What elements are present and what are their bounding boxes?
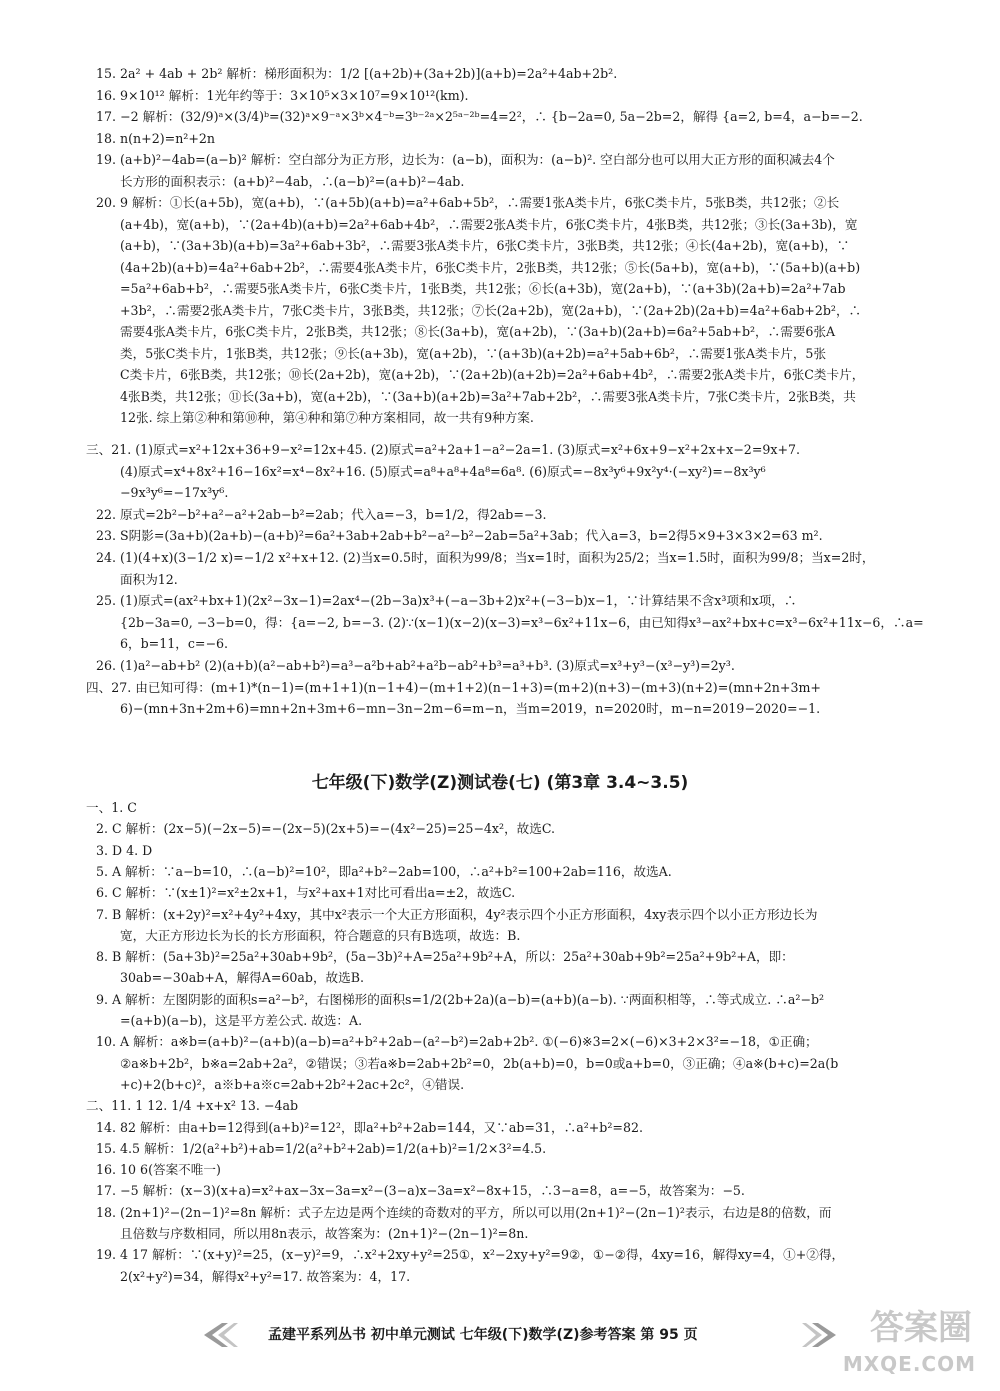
answer-line: 18. n(n+2)=n²+2n — [96, 130, 216, 146]
answer-line: 17. −2 解析：(32/9)ᵃ×(3/4)ᵇ=(32)ᵃ×9⁻ᵃ×3ᵇ×4⁻ᵇ=3ᵇ⁻²ᵃ×2⁵ᵃ⁻²ᵇ=4=2²，∴ {b−2a=0, 5a−2b=2，解得 {a=2, b=4，a−b=−2. — [96, 109, 863, 124]
watermark-url: MXQE.COM — [842, 1352, 976, 1376]
answer-line: 17. −5 解析：(x−3)(x+a)=x²+ax−3x−3a=x²−(3−a)x−3a=x²−8x+15，∴3−a=8，a=−5，故答案为：−5. — [96, 1183, 745, 1199]
answer-line: (4)原式=x⁴+8x²+16−16x²=x⁴−8x²+16. (5)原式=a⁸+a⁸+4a⁸=6a⁸. (6)原式=−8x³y⁶+9x²y⁴·(−xy²)=−8x³y⁶ — [120, 463, 766, 479]
answer-line: 30ab=−30ab+A，解得A=60ab，故选B. — [120, 970, 365, 986]
answer-line: 四、27. 由已知可得：(m+1)*(n−1)=(m+1+1)(n−1+4)−(m+1+2)(n−1+3)=(m+2)(n+3)−(m+3)(n+2)=(mn+2n+3m+ — [86, 679, 821, 695]
watermark-text: 答案圈 — [870, 1308, 972, 1348]
answer-line: 长方形的面积表示：(a+b)²−4ab，∴(a−b)²=(a+b)²−4ab. — [120, 173, 465, 189]
answer-line: 18. (2n+1)²−(2n−1)²=8n 解析：式子左边是两个连续的奇数对的平方，所以可以用(2n+1)²−(2n−1)²表示，右边是8的倍数，而 — [96, 1204, 832, 1220]
answer-line: 且倍数与序数相同，所以用8n表示，故答案为：(2n+1)²−(2n−1)²=8n. — [120, 1226, 529, 1241]
answer-line: 3. D 4. D — [96, 842, 153, 858]
answer-line: 一、1. C — [86, 800, 137, 815]
section-title: 七年级(下)数学(Z)测试卷(七) (第3章 3.4~3.5) — [311, 773, 689, 793]
answer-line: (a+4b)，宽(a+b)，∵(2a+4b)(a+b)=2a²+6ab+4b²，∴需要2张A类卡片，6张C类卡片，4张B类，共12张；③长(3a+3b)，宽 — [120, 216, 858, 232]
answer-line: 15. 4.5 解析：1/2(a²+b²)+ab=1/2(a²+b²+2ab)=1/2(a+b)²=1/2×3²=4.5. — [96, 1140, 547, 1156]
answer-line: −9x³y⁶=−17x³y⁶. — [120, 485, 229, 501]
footer-text: 孟建平系列丛书 初中单元测试 七年级(下)数学(Z)参考答案 第 95 页 — [268, 1327, 698, 1343]
answer-line: 2(x²+y²)=34，解得x²+y²=17. 故答案为：4，17. — [120, 1268, 411, 1284]
answer-line: 24. (1)(4+x)(3−1/2 x)=−1/2 x²+x+12. (2)当x=0.5时，面积为99/8；当x=1时，面积为25/2；当x=1.5时，面积为99/8；当x=2时， — [96, 550, 875, 565]
answer-line: =5a²+6ab+b²，∴需要5张A类卡片，6张C类卡片，1张B类，共12张；⑥长(a+3b)，宽(2a+b)，∵(a+3b)(2a+b)=2a²+7ab — [120, 281, 846, 296]
answer-line: 6)−(mn+3n+2m+6)=mn+2n+3m+6−mn−3n−2m−6=m−n，当m=2019，n=2020时，m−n=2019−2020=−1. — [120, 701, 821, 717]
answer-line: 16. 9×10¹² 解析：1光年约等于：3×10⁵×3×10⁷=9×10¹²(km). — [96, 87, 469, 103]
answer-line: 20. 9 解析：①长(a+5b)，宽(a+b)，∵(a+5b)(a+b)=a²+6ab+5b²，∴需要1张A类卡片，6张C类卡片，5张B类，共12张；②长 — [96, 195, 840, 210]
answer-line: 25. (1)原式=(ax²+bx+1)(2x²−3x−1)=2ax⁴−(2b−3a)x³+(−a−3b+2)x²+(−3−b)x−1，∵计算结果不含x³项和x项，∴ — [96, 593, 797, 609]
answer-line: =(a+b)(a−b)，这是平方差公式. 故选：A. — [120, 1013, 363, 1028]
answer-line: 2. C 解析：(2x−5)(−2x−5)=−(2x−5)(2x+5)=−(4x²−25)=25−4x²，故选C. — [96, 821, 556, 837]
answer-line: 8. B 解析：(5a+3b)²=25a²+30ab+9b²，(5a−3b)²+A=25a²+9b²+A，所以：25a²+30ab+9b²=25a²+9b²+A，即： — [96, 949, 794, 965]
answer-line: 6. C 解析：∵(x±1)²=x²±2x+1，与x²+ax+1对比可看出a=±2，故选C. — [96, 885, 516, 901]
answer-line: +3b²，∴需要2张A类卡片，7张C类卡片，3张B类，共12张；⑦长(2a+2b)，宽(2a+b)，∵(2a+2b)(2a+b)=4a²+6ab+2b²，∴ — [120, 302, 862, 318]
answer-line: ②a※b+2b²，b※a=2ab+2a²，②错误；③若a※b=2ab+2b²=0，2b(a+b)=0，b=0或a+b=0，③正确；④a※(b+c)=2a(b — [120, 1055, 839, 1071]
answer-line: 22. 原式=2b²−b²+a²−a²+2ab−b²=2ab；代入a=−3，b=1/2，得2ab=−3. — [96, 506, 547, 522]
answer-line: 9. A 解析：左图阴影的面积s=a²−b²，右图梯形的面积s=1/2(2b+2a)(a−b)=(a+b)(a−b). ∵两面积相等，∴等式成立. ∴a²−b² — [96, 991, 825, 1007]
answer-line: {2b−3a=0, −3−b=0，得：{a=−2, b=−3. (2)∵(x−1)(x−2)(x−3)=x³−6x²+11x−6，由已知得x³−ax²+bx+c=x³−6x²+11x−6，∴a= — [120, 614, 924, 630]
answer-line: 12张. 综上第②种和第⑩种，第④种和第⑦种方案相同，故一共有9种方案. — [120, 410, 534, 425]
answer-line: 7. B 解析：(x+2y)²=x²+4y²+4xy，其中x²表示一个大正方形面积，4y²表示四个小正方形面积，4xy表示四个以小正方形边长为 — [96, 906, 818, 922]
answer-line: (a+b)，∵(3a+3b)(a+b)=3a²+6ab+3b²，∴需要3张A类卡片，6张C类卡片，3张B类，共12张；④长(4a+2b)，宽(a+b)，∵ — [120, 238, 850, 253]
answer-line: 19. (a+b)²−4ab=(a−b)² 解析：空白部分为正方形，边长为：(a−b)，面积为：(a−b)². 空白部分也可以用大正方形的面积减去4个 — [96, 152, 835, 167]
answer-line: 23. S阴影=(3a+b)(2a+b)−(a+b)²=6a²+3ab+2ab+b²−a²−b²−2ab=5a²+3ab；代入a=3，b=2得5×9+3×3×2=63 m². — [96, 528, 823, 544]
answer-line: (4a+2b)(a+b)=4a²+6ab+2b²，∴需要4张A类卡片，6张C类卡片，2张B类，共12张；⑤长(5a+b)，宽(a+b)，∵(5a+b)(a+b) — [120, 259, 861, 275]
answer-line: 5. A 解析：∵a−b=10，∴(a−b)²=10²，即a²+b²−2ab=100，∴a²+b²=100+2ab=116，故选A. — [96, 863, 672, 879]
answer-line: 14. 82 解析：由a+b=12得到(a+b)²=12²，即a²+b²+2ab=144，又∵ab=31，∴a²+b²=82. — [96, 1119, 643, 1135]
answer-line: 类，5张C类卡片，1张B类，共12张；⑨长(a+3b)，宽(a+2b)，∵(a+3b)(a+2b)=a²+5ab+6b²，∴需要1张A类卡片，5张 — [120, 345, 827, 361]
answer-line: 16. 10 6(答案不唯一) — [96, 1162, 221, 1178]
answer-line: 15. 2a² + 4ab + 2b² 解析：梯形面积为：1/2 [(a+2b)+(3a+2b)](a+b)=2a²+4ab+2b². — [96, 66, 618, 81]
answer-line: 二、11. 1 12. 1/4 +x+x² 13. −4ab — [86, 1098, 299, 1114]
watermark-logo — [812, 1300, 982, 1380]
answer-line: 10. A 解析：a※b=(a+b)²−(a+b)(a−b)=a²+b²+2ab−(a²−b²)=2ab+2b². ①(−6)※3=2×(−6)×3+2×3²=−18，①正确； — [96, 1034, 818, 1050]
answer-line: 4张B类，共12张；⑪长(3a+b)，宽(a+2b)，∵(3a+b)(a+2b)=3a²+7ab+2b²，∴需要3张A类卡片，7张C类卡片，2张B类，共 — [120, 388, 856, 404]
answer-line: 宽，大正方形边长为长的长方形面积，符合题意的只有B选项，故选：B. — [120, 927, 521, 943]
answer-line: 需要4张A类卡片，6张C类卡片，2张B类，共12张；⑧长(3a+b)，宽(a+2b)，∵(3a+b)(2a+b)=6a²+5ab+b²，∴需要6张A — [120, 324, 836, 339]
chevron-left-icon — [200, 1322, 240, 1348]
answer-line: C类卡片，6张B类，共12张；⑩长(2a+2b)，宽(a+2b)，∵(2a+2b)(a+2b)=2a²+6ab+4b²，∴需要2张A类卡片，6张C类卡片， — [120, 367, 865, 382]
answer-line: 19. 4 17 解析：∵(x+y)²=25，(x−y)²=9，∴x²+2xy+y²=25①，x²−2xy+y²=9②，①−②得，4xy=16，解得xy=4，①+②得， — [96, 1247, 845, 1263]
answer-line: 26. (1)a²−ab+b² (2)(a+b)(a²−ab+b²)=a³−a²b+ab²+a²b−ab²+b³=a³+b³. (3)原式=x³+y³−(x³−y³)=2y³. — [96, 658, 735, 673]
answer-line: 6，b=11，c=−6. — [120, 636, 229, 652]
answer-line: 面积为12. — [120, 571, 178, 587]
answer-line: 三、21. (1)原式=x²+12x+36+9−x²=12x+45. (2)原式=a²+2a+1−a²−2a=1. (3)原式=x²+6x+9−x²+2x+x−2=9x+7. — [86, 442, 801, 457]
answer-line: +c)+2(b+c)²，a※b+a※c=2ab+2b²+2ac+2c²，④错误. — [120, 1076, 465, 1092]
